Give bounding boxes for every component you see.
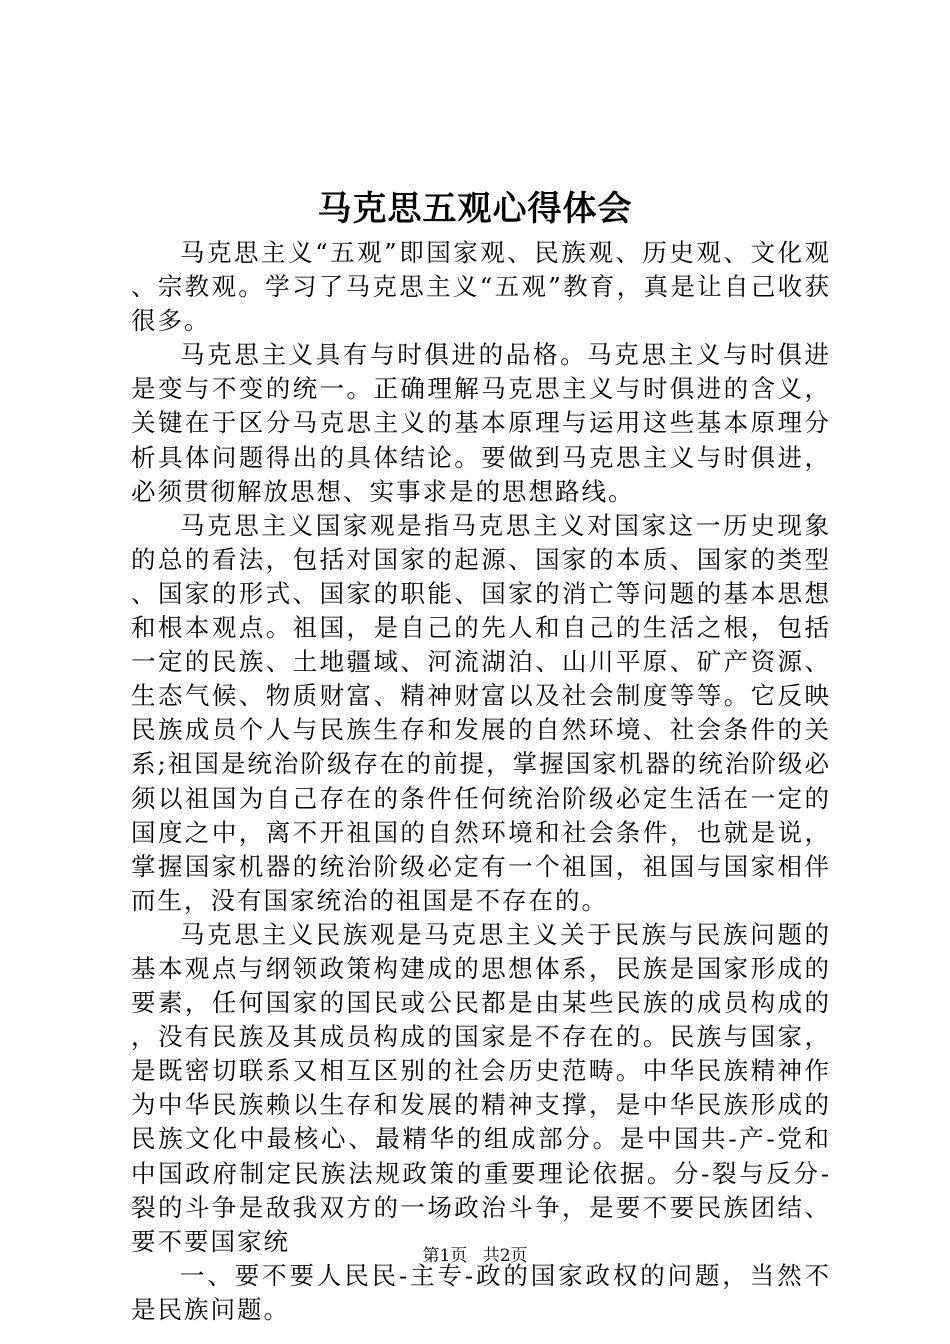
document-body [131, 236, 831, 1327]
paragraph-5: 一、要不要人民民-主专-政的国家政权的问题，当然不是民族问题。 [131, 1260, 831, 1324]
paragraph-4: 马克思主义民族观是马克思主义关于民族与民族问题的基本观点与纲领政策构建成的思想体系，民族是国家形成的要素，任何国家的国民或公民都是由某些民族的成员构成的，没有民族及其成员构成的国家是不存在的。民族与国家，是既密切联系又相互区别的社会历史范畴。中华民族精神作为中华民族赖以生存和发展的精神支撑，是中华民族形成的民族文化中最核心、最精华的组成部分。是中国共-产-党和中国政府制定民族法规政策的重要理论依据。分-裂与反分-裂的斗争是敌我双方的一场政治斗争，是要不要民族团结、要不要国家统 [131, 919, 831, 1256]
paragraph-1: 马克思主义“五观”即国家观、民族观、历史观、文化观、宗教观。学习了马克思主义“五观”教育，真是让自己收获很多。 [131, 238, 831, 336]
page-footer [0, 1244, 950, 1268]
page-total: 共2页 [482, 1246, 528, 1266]
paragraph-3: 马克思主义国家观是指马克思主义对国家这一历史现象的总的看法，包括对国家的起源、国家的本质、国家的类型、国家的形式、国家的职能、国家的消亡等问题的基本思想和根本观点。祖国，是自己的先人和自己的生活之根，包括一定的民族、土地疆域、河流湖泊、山川平原、矿产资源、生态气候、物质财富、精神财富以及社会制度等等。它反映民族成员个人与民族生存和发展的自然环境、社会条件的关系;祖国是统治阶级存在的前提，掌握国家机器的统治阶级必须以祖国为自己存在的条件任何统治阶级必定生活在一定的国度之中，离不开祖国的自然环境和社会条件，也就是说，掌握国家机器的统治阶级必定有一个祖国，祖国与国家相伴而生，没有国家统治的祖国是不存在的。 [131, 510, 831, 915]
page-number: 第1页 [422, 1246, 468, 1266]
paragraph-2: 马克思主义具有与时俱进的品格。马克思主义与时俱进是变与不变的统一。正确理解马克思主义与时俱进的含义，关键在于区分马克思主义的基本原理与运用这些基本原理分析具体问题得出的具体结论。要做到马克思主义与时俱进，必须贯彻解放思想、实事求是的思想路线。 [131, 340, 831, 506]
document-title: 马克思五观心得体会 [317, 189, 633, 229]
